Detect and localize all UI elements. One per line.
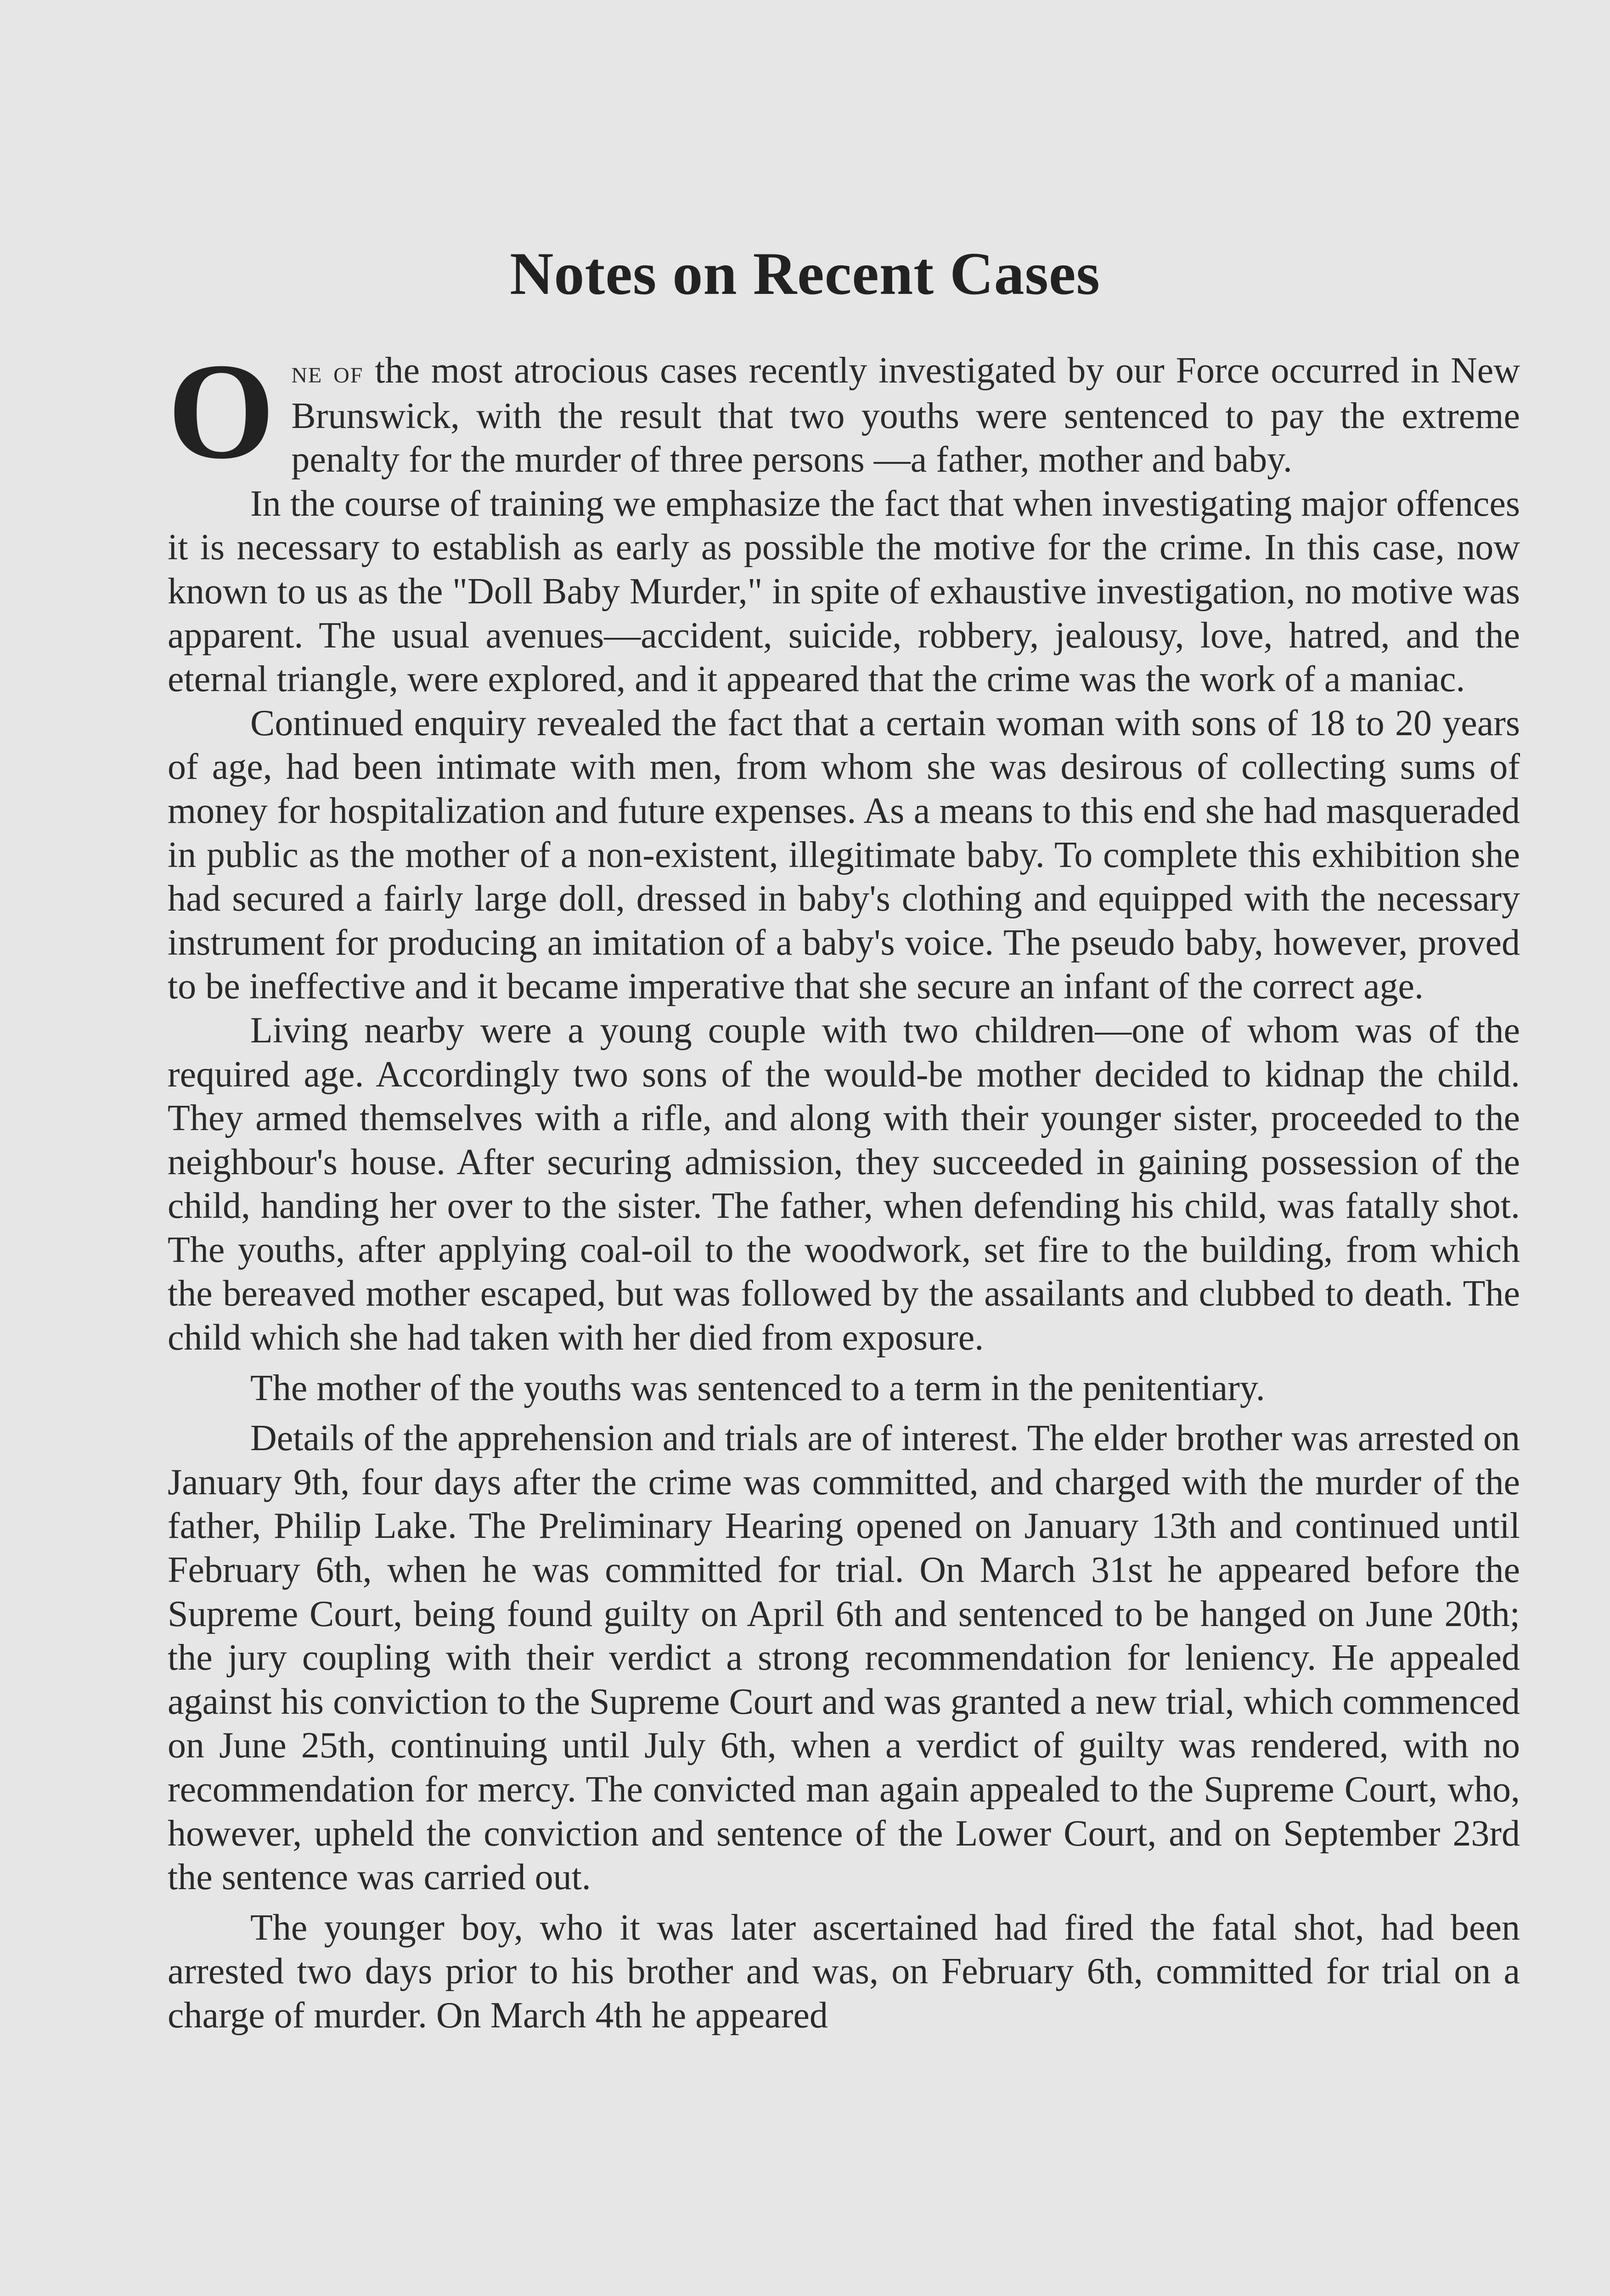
paragraph-3: Continued enquiry revealed the fact that a certain woman with sons of 18 to 20 years of age, had been intimate with men, from whom she was desirous of collecting sums of money for hospitalization and future expenses. As a means to this end she had masqueraded in public as the mother of a non-existent, illegitimate baby. To complete this exhibition she had secured a fairly large doll, dressed in baby's clothing and equipped with the necessary instrument for producing an imitation of a baby's voice. The pseudo baby, however, proved to be ineffective and it became imperative that she secure an infant of the correct age.	[168, 703, 1520, 1007]
opening-small-caps: ne of	[291, 355, 364, 389]
paragraph-4: Living nearby were a young couple with two children—one of whom was of the required age. Accordingly two sons of the would-be mother decided to kidnap the child. They armed themselves with a rifle, and along with their younger sister, proceeded to the neighbour's house. After securing admission, they succeeded in gaining possession of the child, handing her over to the sister. The father, when defending his child, was fatally shot. The youths, after applying coal-oil to the woodwork, set fire to the building, from which the bereaved mother escaped, but was followed by the assailants and clubbed to death. The child which she had taken with her died from exposure.	[168, 1010, 1520, 1358]
paragraph-2: In the course of training we emphasize the fact that when investigating major offences it is necessary to establish as early as possible the motive for the crime. In this case, now known to us as the "Doll Baby Murder," in spite of exhaustive investigation, no motive was apparent. The usual avenues—accident, suicide, robbery, jealousy, love, hatred, and the eternal triangle, were explored, and it appeared that the crime was the work of a maniac.	[168, 483, 1520, 700]
article-body	[168, 335, 1520, 2038]
paragraph-7: The younger boy, who it was later ascertained had fired the fatal shot, had been arrested two days prior to his brother and was, on February 6th, committed for trial on a charge of murder. On March 4th he appeared	[168, 1907, 1520, 2036]
paragraph-1-text: the most atrocious cases recently investigated by our Force occurred in New Brunswick, with the result that two youths were sentenced to pay the extreme penalty for the murder of three persons —a father, mother and baby.	[291, 350, 1520, 480]
paragraph-6: Details of the apprehension and trials are of interest. The elder brother was arrested on January 9th, four days after the crime was committed, and charged with the murder of the father, Philip Lake. The Preliminary Hearing opened on January 13th and continued until February 6th, when he was committed for trial. On March 31st he appeared before the Supreme Court, being found guilty on April 6th and sentenced to be hanged on June 20th; the jury coupling with their verdict a strong recommendation for leniency. He appealed against his conviction to the Supreme Court and was granted a new trial, which commenced on June 25th, continuing until July 6th, when a verdict of guilty was rendered, with no recommendation for mercy. The convicted man again appealed to the Supreme Court, who, however, upheld the conviction and sentence of the Lower Court, and on September 23rd the sentence was carried out.	[168, 1418, 1520, 1898]
page-title: Notes on Recent Cases	[510, 240, 1100, 307]
paragraph-5: The mother of the youths was sentenced to a term in the penitentiary.	[250, 1367, 1265, 1408]
drop-cap-letter: O	[168, 335, 275, 487]
paragraph-1	[168, 335, 1520, 487]
